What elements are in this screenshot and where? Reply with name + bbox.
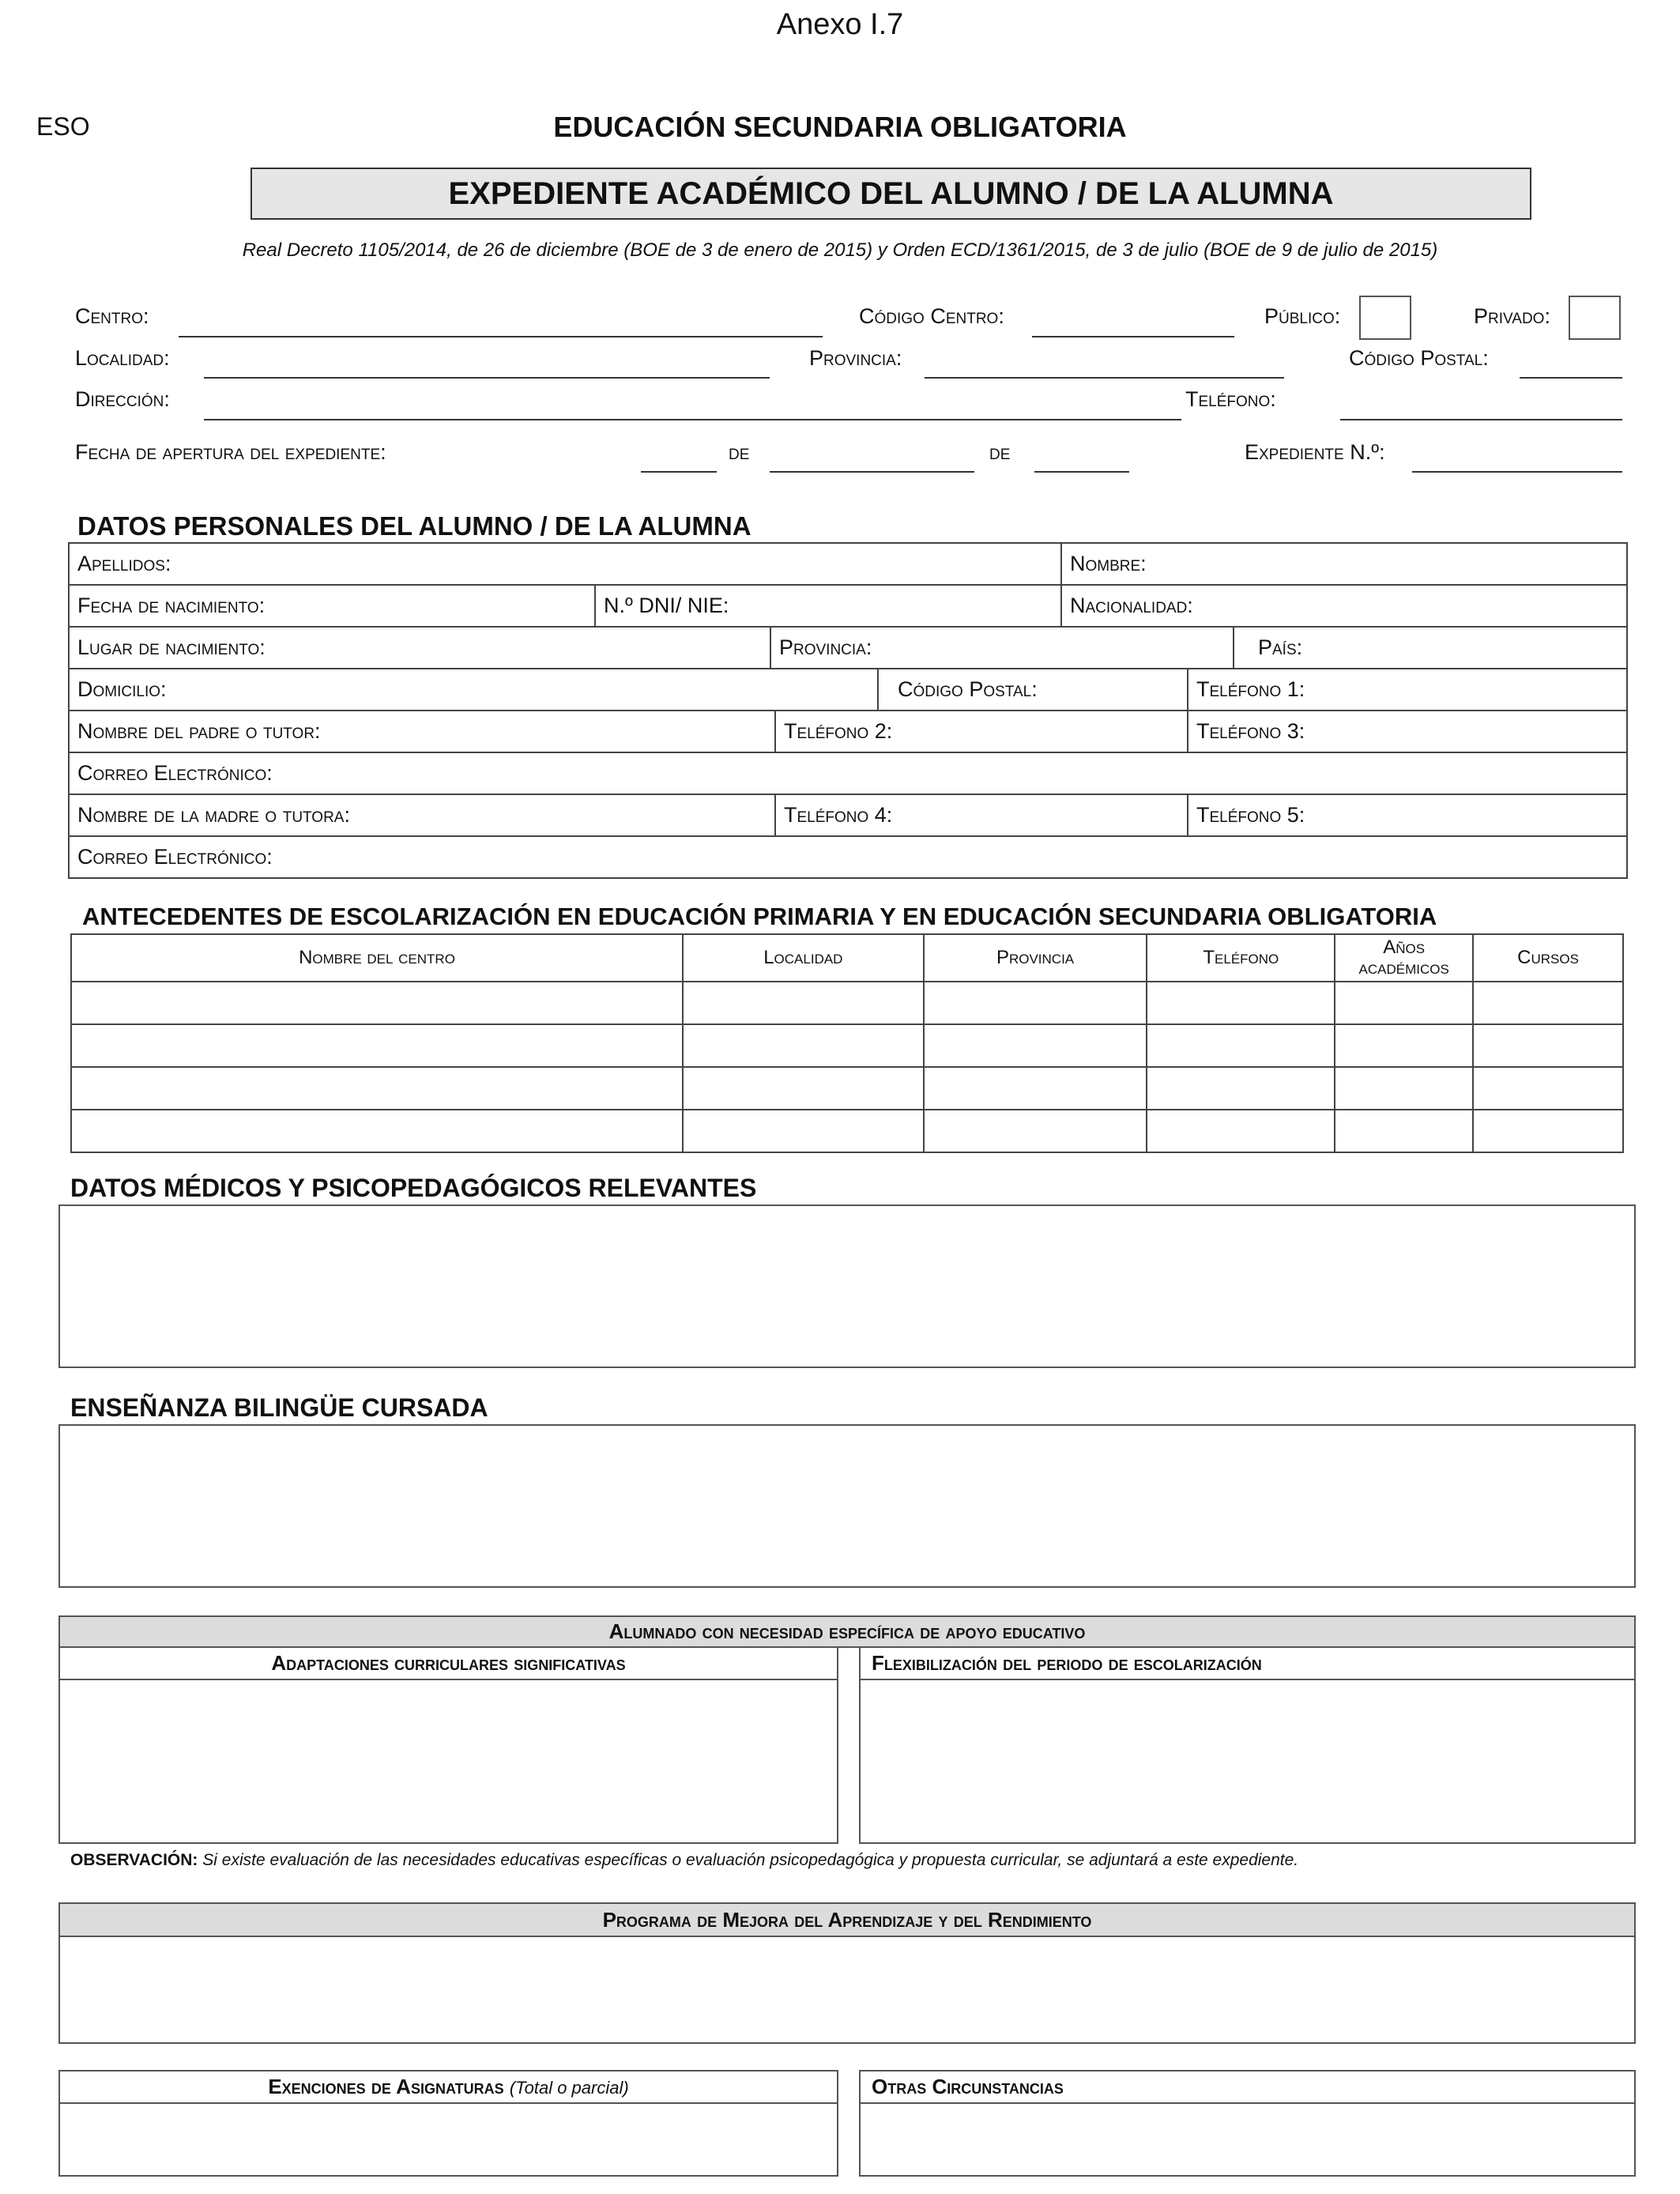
table-cell[interactable]: [1147, 1110, 1335, 1152]
medical-data-box[interactable]: [58, 1204, 1636, 1368]
antecedentes-header-row: [71, 934, 1623, 982]
correo-madre-cell[interactable]: [70, 837, 1623, 877]
table-row: [71, 1024, 1623, 1067]
domicilio-cell[interactable]: [70, 669, 877, 710]
expediente-n-field[interactable]: [1412, 471, 1622, 473]
medical-data-title: DATOS MÉDICOS Y PSICOPEDAGÓGICOS RELEVANTES: [70, 1174, 757, 1202]
centro-field[interactable]: [179, 336, 823, 337]
personal-row-8: [70, 837, 1626, 879]
apellidos-cell[interactable]: [70, 544, 1060, 584]
direccion-label: Dirección:: [75, 387, 170, 411]
col-provincia: Provincia: [924, 934, 1147, 982]
table-cell[interactable]: [683, 1067, 924, 1110]
observation-text: Si existe evaluación de las necesidades educativas específicas o evaluación psicopedagógica y propuesta curricular, se adjuntará a este expediente.: [202, 1851, 1299, 1869]
table-row: [71, 1110, 1623, 1152]
main-title: EDUCACIÓN SECUNDARIA OBLIGATORIA: [553, 111, 1127, 143]
telefono3-cell[interactable]: [1187, 711, 1623, 752]
pmar-header: [58, 1902, 1636, 1937]
direccion-field[interactable]: [204, 419, 1181, 420]
lugar-nacimiento-cell[interactable]: [70, 628, 770, 668]
other-circumstances-title: Otras Circunstancias: [872, 2075, 1064, 2098]
table-row: [71, 982, 1623, 1024]
personal-row-6: [70, 753, 1626, 795]
table-cell[interactable]: [683, 1110, 924, 1152]
table-cell[interactable]: [71, 1067, 683, 1110]
nombre-madre-label: Nombre de la madre o tutora:: [77, 803, 350, 827]
personal-data-grid: [68, 542, 1628, 879]
publico-checkbox[interactable]: [1359, 296, 1411, 340]
table-cell[interactable]: [71, 1024, 683, 1067]
telefono5-cell[interactable]: [1187, 795, 1623, 835]
codigo-postal-personal-label: Código Postal:: [898, 677, 1038, 701]
table-cell[interactable]: [1473, 1067, 1623, 1110]
fecha-day-field[interactable]: [641, 471, 717, 473]
dni-cell[interactable]: [594, 586, 1060, 626]
table-cell[interactable]: [1473, 1024, 1623, 1067]
col-cursos: Cursos: [1473, 934, 1623, 982]
telefono5-label: Teléfono 5:: [1196, 803, 1305, 827]
flexibilization-title: Flexibilización del periodo de escolarización: [872, 1651, 1262, 1675]
de-label-1: de: [729, 440, 750, 464]
fecha-nacimiento-cell[interactable]: [70, 586, 594, 626]
pmar-title: Programa de Mejora del Aprendizaje y del Rendimiento: [602, 1908, 1092, 1932]
table-cell[interactable]: [1335, 1110, 1473, 1152]
telefono4-label: Teléfono 4:: [784, 803, 893, 827]
record-title: EXPEDIENTE ACADÉMICO DEL ALUMNO / DE LA ALUMNA: [250, 168, 1531, 220]
expediente-n-label: Expediente N.º:: [1245, 440, 1385, 464]
localidad-field[interactable]: [204, 377, 770, 379]
curricular-adaptations-box[interactable]: [58, 1679, 838, 1844]
table-cell[interactable]: [1147, 982, 1335, 1024]
telefono1-label: Teléfono 1:: [1196, 677, 1305, 701]
exemptions-header: [58, 2070, 838, 2104]
provincia-label: Provincia:: [809, 346, 902, 370]
flexibilization-header: [859, 1646, 1636, 1680]
table-cell[interactable]: [1473, 982, 1623, 1024]
telefono4-cell[interactable]: [774, 795, 1187, 835]
telefono-field[interactable]: [1340, 419, 1622, 420]
privado-checkbox[interactable]: [1569, 296, 1621, 340]
nombre-padre-label: Nombre del padre o tutor:: [77, 719, 321, 743]
curricular-adaptations-header: [58, 1646, 838, 1680]
codigo-centro-label: Código Centro:: [859, 304, 1004, 328]
provincia-field[interactable]: [925, 377, 1284, 379]
personal-row-2: [70, 586, 1626, 628]
telefono3-label: Teléfono 3:: [1196, 719, 1305, 743]
dni-label: N.º DNI/ NIE:: [604, 594, 729, 617]
exemptions-title: Exenciones de Asignaturas: [268, 2075, 504, 2098]
table-cell[interactable]: [1147, 1024, 1335, 1067]
table-cell[interactable]: [1335, 982, 1473, 1024]
decree-reference: Real Decreto 1105/2014, de 26 de diciembre (BOE de 3 de enero de 2015) y Orden ECD/1361/2015, de 3 de julio (BOE de 9 de julio de 2015): [242, 239, 1438, 261]
antecedentes-title: ANTECEDENTES DE ESCOLARIZACIÓN EN EDUCACIÓN PRIMARIA Y EN EDUCACIÓN SECUNDARIA OBLIGATORIA: [82, 903, 1437, 930]
telefono2-label: Teléfono 2:: [784, 719, 893, 743]
localidad-label: Localidad:: [75, 346, 170, 370]
telefono1-cell[interactable]: [1187, 669, 1623, 710]
bilingual-box[interactable]: [58, 1424, 1636, 1588]
apellidos-label: Apellidos:: [77, 552, 171, 575]
pais-cell[interactable]: [1233, 628, 1623, 668]
table-cell[interactable]: [1147, 1067, 1335, 1110]
exemptions-note: (Total o parcial): [509, 2078, 629, 2098]
support-section-header: [58, 1615, 1636, 1648]
fecha-month-field[interactable]: [770, 471, 974, 473]
telefono-label: Teléfono:: [1185, 387, 1276, 411]
nombre-label: Nombre:: [1070, 552, 1147, 575]
exemptions-box[interactable]: [58, 2102, 838, 2177]
provincia-nacimiento-label: Provincia:: [779, 635, 872, 659]
observation-note: [70, 1851, 1298, 1870]
flexibilization-box[interactable]: [859, 1679, 1636, 1844]
correo-madre-label: Correo Electrónico:: [77, 845, 273, 869]
col-anos-academicos: Años académicos: [1335, 934, 1473, 982]
table-cell[interactable]: [924, 1110, 1147, 1152]
provincia-nacimiento-cell[interactable]: [770, 628, 1233, 668]
pais-label: País:: [1258, 635, 1303, 659]
fecha-year-field[interactable]: [1034, 471, 1129, 473]
table-cell[interactable]: [1473, 1110, 1623, 1152]
personal-row-1: [70, 544, 1626, 586]
table-cell[interactable]: [1335, 1067, 1473, 1110]
fecha-nacimiento-label: Fecha de nacimiento:: [77, 594, 266, 617]
col-localidad: Localidad: [683, 934, 924, 982]
personal-row-5: [70, 711, 1626, 753]
table-cell[interactable]: [683, 1024, 924, 1067]
col-telefono: Teléfono: [1147, 934, 1335, 982]
table-cell[interactable]: [924, 982, 1147, 1024]
col-nombre-centro: Nombre del centro: [71, 934, 683, 982]
other-circumstances-box[interactable]: [859, 2102, 1636, 2177]
personal-row-7: [70, 795, 1626, 837]
pmar-box[interactable]: [58, 1936, 1636, 2044]
centro-label: Centro:: [75, 304, 149, 328]
level-label: ESO: [36, 112, 90, 141]
personal-data-title: DATOS PERSONALES DEL ALUMNO / DE LA ALUMNA: [77, 511, 751, 541]
table-cell[interactable]: [924, 1067, 1147, 1110]
support-section-title: Alumnado con necesidad específica de apoyo educativo: [608, 1619, 1086, 1643]
domicilio-label: Domicilio:: [77, 677, 167, 701]
nacionalidad-cell[interactable]: [1060, 586, 1623, 626]
curricular-adaptations-title: Adaptaciones curriculares significativas: [271, 1651, 626, 1675]
observation-label: OBSERVACIÓN:: [70, 1851, 198, 1869]
correo-padre-label: Correo Electrónico:: [77, 761, 273, 785]
privado-label: Privado:: [1474, 304, 1550, 328]
table-cell[interactable]: [71, 982, 683, 1024]
fecha-apertura-label: Fecha de apertura del expediente:: [75, 440, 386, 464]
telefono2-cell[interactable]: [774, 711, 1187, 752]
bilingual-title: ENSEÑANZA BILINGÜE CURSADA: [70, 1393, 488, 1422]
table-cell[interactable]: [71, 1110, 683, 1152]
correo-padre-cell[interactable]: [70, 753, 1623, 794]
codigo-centro-field[interactable]: [1032, 336, 1234, 337]
antecedentes-table: [70, 933, 1624, 1153]
personal-row-3: [70, 628, 1626, 669]
nombre-cell[interactable]: [1060, 544, 1623, 584]
codigo-postal-field[interactable]: [1520, 377, 1622, 379]
lugar-nacimiento-label: Lugar de nacimiento:: [77, 635, 266, 659]
de-label-2: de: [989, 440, 1011, 464]
table-cell[interactable]: [683, 982, 924, 1024]
annex-label: Anexo I.7: [776, 8, 904, 41]
table-cell[interactable]: [924, 1024, 1147, 1067]
nombre-madre-cell[interactable]: [70, 795, 774, 835]
other-circumstances-header: [859, 2070, 1636, 2104]
codigo-postal-label: Código Postal:: [1349, 346, 1489, 370]
table-cell[interactable]: [1335, 1024, 1473, 1067]
personal-row-4: [70, 669, 1626, 711]
table-row: [71, 1067, 1623, 1110]
nacionalidad-label: Nacionalidad:: [1070, 594, 1193, 617]
publico-label: Público:: [1264, 304, 1341, 328]
codigo-postal-personal-cell[interactable]: [877, 669, 1187, 710]
nombre-padre-cell[interactable]: [70, 711, 774, 752]
